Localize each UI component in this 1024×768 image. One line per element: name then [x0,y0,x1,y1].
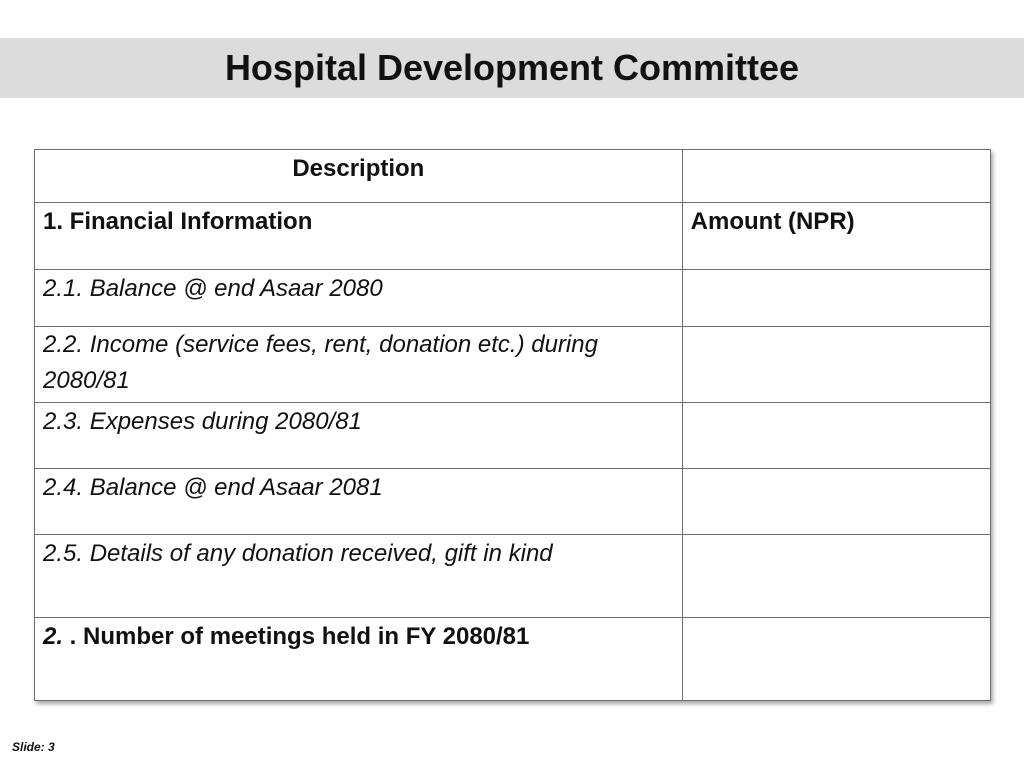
row-amount-cell [682,469,990,535]
table-row [35,327,991,403]
financial-information-cell: 1. Financial Information [35,203,683,270]
meetings-description-cell [35,618,683,701]
meetings-prefix: 2. [43,623,64,650]
financial-table [34,149,991,701]
row-amount-cell [682,327,990,403]
row-description-cell: 2.2. Income (service fees, rent, donation etc.) during 2080/81 [35,327,683,403]
table-header-row-description [35,150,991,203]
row-description-cell: 2.3. Expenses during 2080/81 [35,403,683,469]
meetings-amount-cell [682,618,990,701]
table-row [35,469,991,535]
amount-header-cell: Amount (NPR) [682,203,990,270]
table-header-row-financial [35,203,991,270]
meetings-text: . Number of meetings held in FY 2080/81 [63,623,530,650]
row-amount-cell [682,403,990,469]
row-description-cell: 2.5. Details of any donation received, gift in kind [35,535,683,618]
row-description-cell: 2.1. Balance @ end Asaar 2080 [35,270,683,327]
table-row [35,535,991,618]
header-empty-cell [682,150,990,203]
row-amount-cell [682,270,990,327]
slide-title: Hospital Development Committee [224,47,800,88]
slide-number: Slide: 3 [12,740,55,754]
financial-table-container [34,149,991,701]
table-row [35,270,991,327]
row-amount-cell [682,535,990,618]
header-description-cell: Description [35,150,683,203]
table-row-meetings [35,618,991,701]
row-description-cell: 2.4. Balance @ end Asaar 2081 [35,469,683,535]
table-row [35,403,991,469]
title-band [0,38,1024,98]
